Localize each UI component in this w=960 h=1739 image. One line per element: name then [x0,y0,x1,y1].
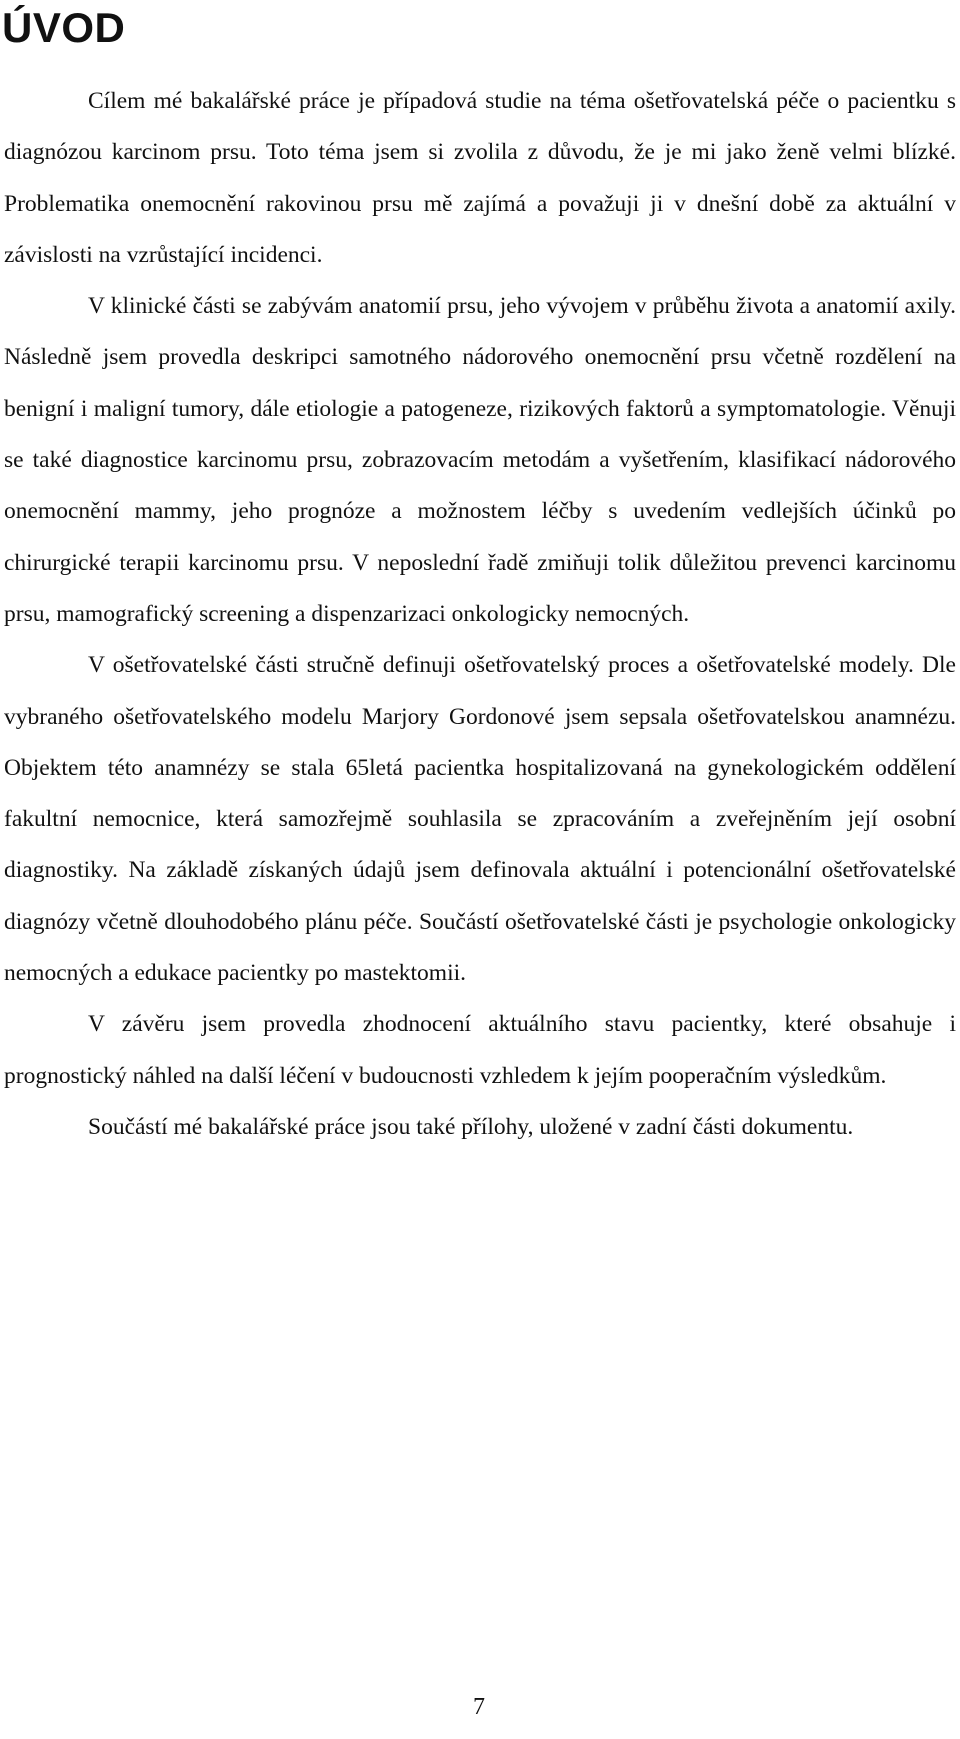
paragraph-appendices: Součástí mé bakalářské práce jsou také přílohy, uložené v zadní části dokumentu. [88,1113,854,1140]
paragraph-nursing-part: V ošetřovatelské části stručně definuji ošetřovatelský proces a ošetřovatelské modely. Dle vybraného ošetřovatelského modelu Marjory Gordonové jsem sepsala ošetřovatelskou anamnézu. Objektem této anamnézy se stala 65letá pacientka hospitalizovaná na gynekologickém oddělení fakultní nemocnice, která samozřejmě souhlasila se zpracováním a zveřejněním její osobní diagnostiky. Na základě získaných údajů jsem definovala aktuální i potencionální ošetřovatelské diagnózy včetně dlouhodobého plánu péče. Součástí ošetřovatelské části je psychologie onkologicky nemocných a edukace pacientky po mastektomii. [4,652,956,987]
paragraph-conclusion: V závěru jsem provedla zhodnocení aktuálního stavu pacientky, které obsahuje i prognostický náhled na další léčení v budoucnosti vzhledem k jejím pooperačním výsledkům. [4,1011,956,1089]
body-text [4,76,956,1153]
paragraph-aim: Cílem mé bakalářské práce je případová studie na téma ošetřovatelská péče o pacientku s diagnózou karcinom prsu. Toto téma jsem si zvolila z důvodu, že je mi jako ženě velmi blízké. Problematika onemocnění rakovinou prsu mě zajímá a považuji ji v dnešní době za aktuální v závislosti na vzrůstající incidenci. [4,88,956,268]
page-title: ÚVOD [2,4,126,51]
page-number: 7 [473,1694,485,1720]
paragraph-clinical-part: V klinické části se zabývám anatomií prsu, jeho vývojem v průběhu života a anatomií axily. Následně jsem provedla deskripci samotného nádorového onemocnění prsu včetně rozdělení na benigní i maligní tumory, dále etiologie a patogeneze, rizikových faktorů a symptomatologie. Věnuji se také diagnostice karcinomu prsu, zobrazovacím metodám a vyšetřením, klasifikací nádorového onemocnění mammy, jeho prognóze a možnostem léčby s uvedením vedlejších účinků po chirurgické terapii karcinomu prsu. V neposlední řadě zmiňuji tolik důležitou prevenci karcinomu prsu, mamografický screening a dispenzarizaci onkologicky nemocných. [4,293,956,627]
